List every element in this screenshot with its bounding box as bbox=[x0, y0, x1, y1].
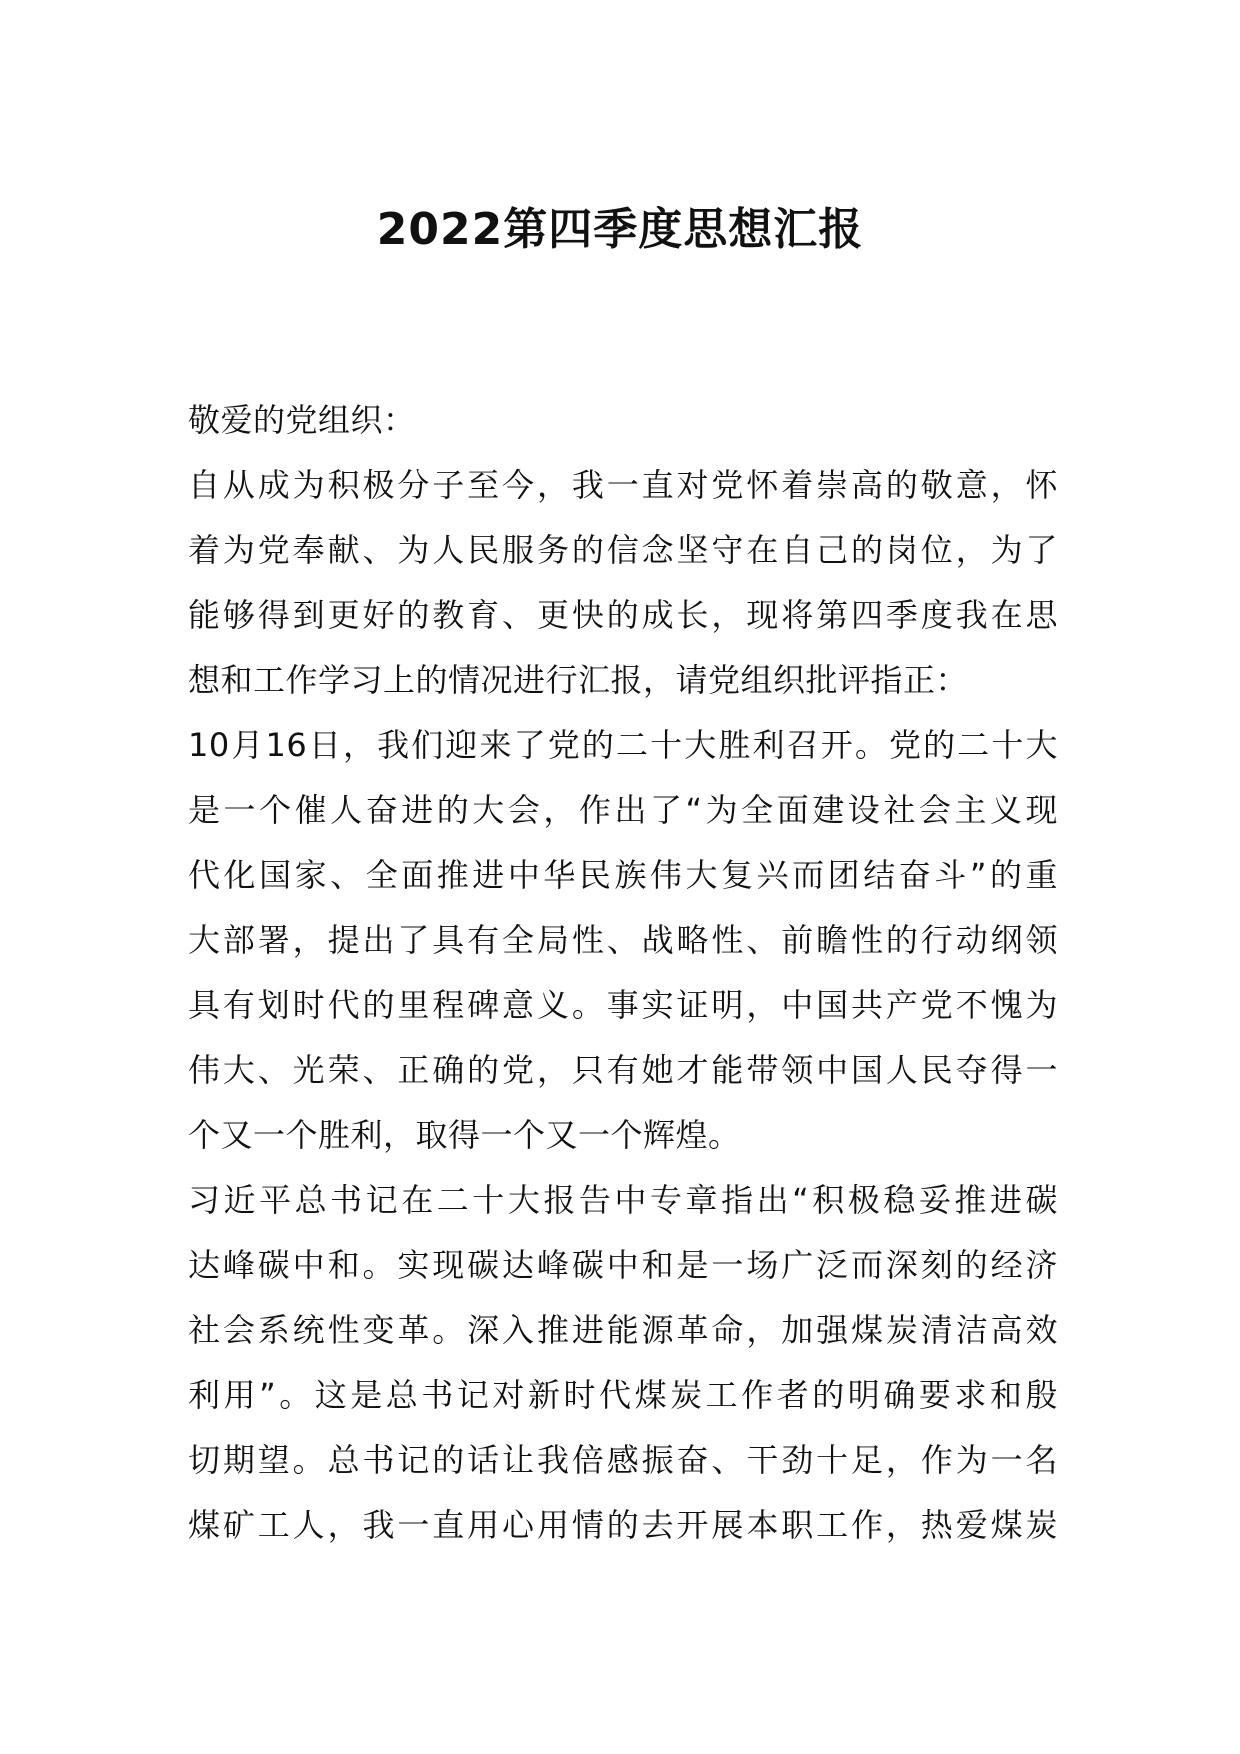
paragraph-line: 切期望。总书记的话让我倍感振奋、干劲十足，作为一名 bbox=[188, 1441, 1058, 1479]
paragraph-line: 具有划时代的里程碑意义。事实证明，中国共产党不愧为 bbox=[188, 986, 1058, 1024]
paragraph-1 bbox=[188, 453, 1058, 713]
paragraph-line: 能够得到更好的教育、更快的成长，现将第四季度我在思 bbox=[188, 596, 1058, 634]
paragraph-line: 着为党奉献、为人民服务的信念坚守在自己的岗位，为了 bbox=[188, 531, 1058, 569]
paragraph-line: 代化国家、全面推进中华民族伟大复兴而团结奋斗”的重 bbox=[188, 856, 1058, 894]
paragraph-2 bbox=[188, 713, 1058, 1168]
paragraph-line: 想和工作学习上的情况进行汇报，请党组织批评指正： bbox=[188, 661, 969, 699]
paragraph-line: 社会系统性变革。深入推进能源革命，加强煤炭清洁高效 bbox=[188, 1311, 1058, 1349]
paragraph-line: 是一个催人奋进的大会，作出了“为全面建设社会主义现 bbox=[188, 791, 1058, 829]
paragraph-3 bbox=[188, 1168, 1058, 1558]
paragraph-line: 个又一个胜利，取得一个又一个辉煌。 bbox=[188, 1116, 741, 1154]
paragraph-line: 利用”。这是总书记对新时代煤炭工作者的明确要求和殷 bbox=[188, 1376, 1058, 1414]
document-body bbox=[188, 388, 1058, 1558]
paragraph-line: 习近平总书记在二十大报告中专章指出“积极稳妥推进碳 bbox=[188, 1181, 1058, 1219]
paragraph-line: 伟大、光荣、正确的党，只有她才能带领中国人民夺得一 bbox=[188, 1051, 1058, 1089]
paragraph-line: 大部署，提出了具有全局性、战略性、前瞻性的行动纲领 bbox=[188, 921, 1058, 959]
paragraph-line: 10月16日，我们迎来了党的二十大胜利召开。党的二十大 bbox=[188, 726, 1058, 764]
paragraph-line: 煤矿工人，我一直用心用情的去开展本职工作，热爱煤炭 bbox=[188, 1506, 1058, 1544]
document-title: 2022第四季度思想汇报 bbox=[376, 204, 864, 255]
salutation: 敬爱的党组织： bbox=[188, 401, 416, 439]
paragraph-line: 达峰碳中和。实现碳达峰碳中和是一场广泛而深刻的经济 bbox=[188, 1246, 1058, 1284]
paragraph-line: 自从成为积极分子至今，我一直对党怀着崇高的敬意，怀 bbox=[188, 466, 1058, 504]
